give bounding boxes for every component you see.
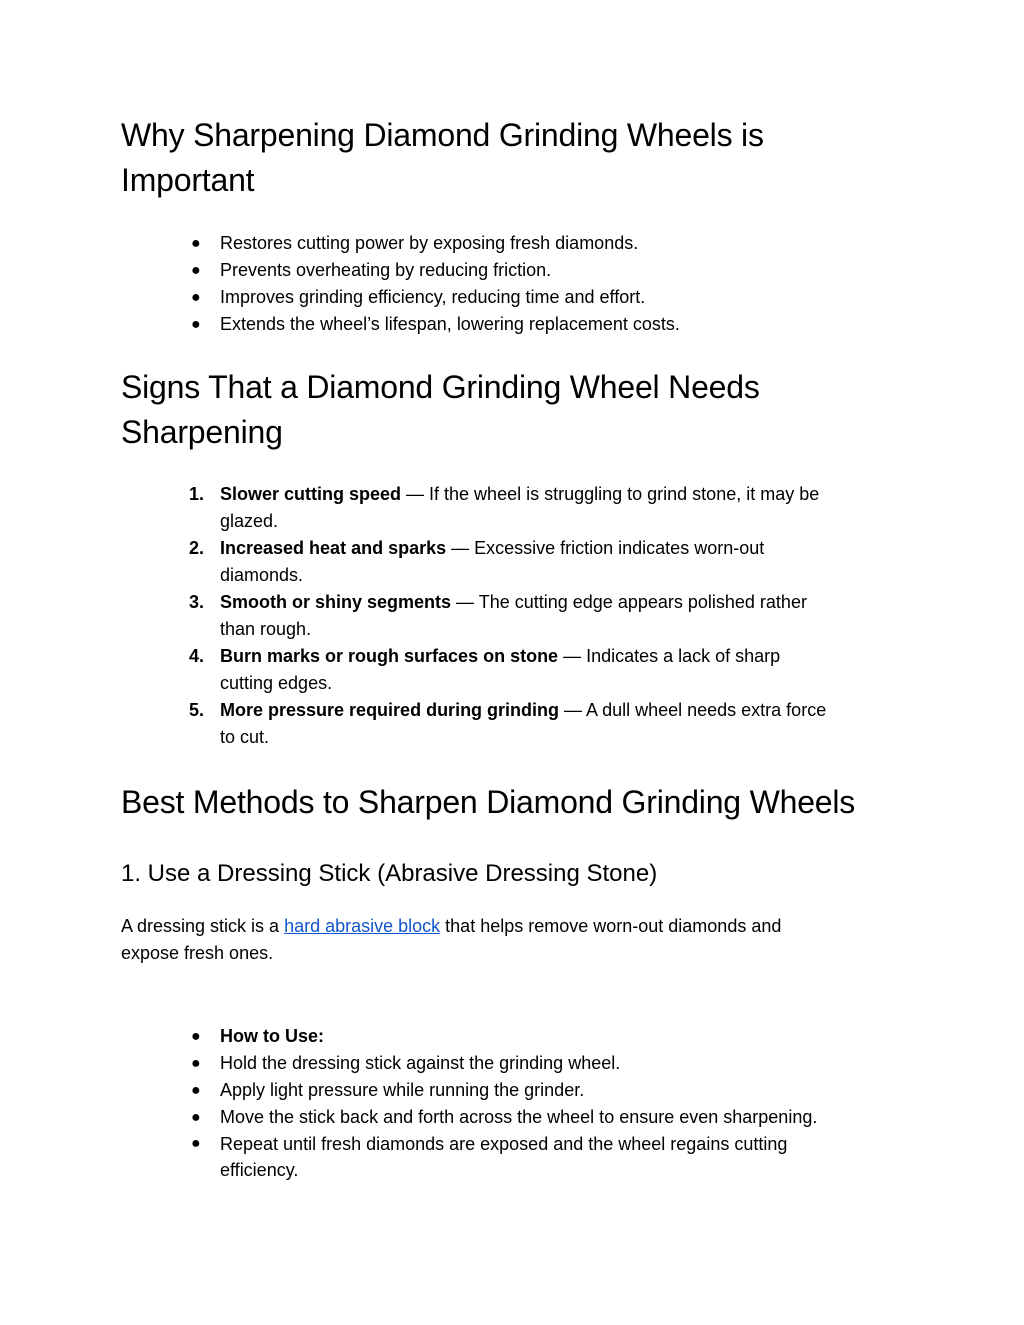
paragraph-text: expose fresh ones. (121, 943, 274, 963)
list-item-text: Repeat until fresh diamonds are exposed and the wheel regains cutting (220, 1134, 788, 1154)
list-item (0, 589, 900, 643)
list-item-number: 2. (189, 538, 205, 558)
list-item-bold: Slower cutting speed (220, 484, 402, 504)
list-item-text: — Excessive friction indicates worn-out (446, 538, 765, 558)
list-item-bold: Smooth or shiny segments (220, 592, 452, 612)
heading-line: Why Sharpening Diamond Grinding Wheels is (121, 117, 764, 153)
list-item-number: 3. (189, 592, 205, 612)
list-item (0, 481, 900, 535)
list-item (0, 1023, 900, 1050)
list-item-text: Apply light pressure while running the grinder. (220, 1080, 585, 1100)
list-item-text: — A dull wheel needs extra force (559, 700, 827, 720)
list-item (0, 643, 900, 697)
heading-line: Important (121, 162, 255, 198)
list-item-text: — Indicates a lack of sharp (558, 646, 781, 666)
section-heading-signs (121, 365, 921, 455)
list-item-number: 1. (189, 484, 205, 504)
list-item (0, 1131, 900, 1183)
subheading-text: 1. Use a Dressing Stick (Abrasive Dressing Stone) (121, 860, 658, 887)
list-item (0, 1050, 900, 1077)
bullet-icon: ● (191, 1135, 201, 1152)
list-item-number: 4. (189, 646, 205, 666)
bullet-icon: ● (191, 1109, 201, 1126)
paragraph-text: A dressing stick is a (121, 916, 285, 936)
list-item-text: than rough. (220, 619, 312, 639)
list-item-bold: More pressure required during grinding (220, 700, 560, 720)
bullet-icon: ● (191, 1082, 201, 1099)
list-item-text: Prevents overheating by reducing friction. (220, 260, 552, 280)
list-item (0, 1077, 900, 1104)
list-item (0, 257, 900, 284)
how-to-use-label: How to Use: (220, 1026, 325, 1046)
heading-line: Best Methods to Sharpen Diamond Grinding Wheels (121, 784, 856, 820)
list-item-bold: Burn marks or rough surfaces on stone (220, 646, 559, 666)
subsection-heading-dressing-stick (121, 859, 921, 889)
list-item-number: 5. (189, 700, 205, 720)
bullet-icon: ● (191, 316, 201, 333)
list-item-text: — If the wheel is struggling to grind stone, it may be (401, 484, 820, 504)
bullet-icon: ● (191, 1028, 201, 1045)
section-heading-why-sharpening (121, 113, 921, 203)
list-item (0, 284, 900, 311)
bullet-icon: ● (191, 262, 201, 279)
list-item-text: Move the stick back and forth across the wheel to ensure even sharpening. (220, 1107, 818, 1127)
list-item-bold: Increased heat and sparks (220, 538, 447, 558)
list-item-text: cutting edges. (220, 673, 333, 693)
list-item-text: diamonds. (220, 565, 304, 585)
list-item-text: to cut. (220, 727, 270, 747)
list-item-text: glazed. (220, 511, 279, 531)
list-item-text: Improves grinding efficiency, reducing time and effort. (220, 287, 646, 307)
list-item-text: Restores cutting power by exposing fresh diamonds. (220, 233, 639, 253)
list-item (0, 697, 900, 751)
list-item-text: — The cutting edge appears polished rather (451, 592, 807, 612)
hard-abrasive-block-link[interactable]: hard abrasive block (284, 916, 441, 936)
heading-line: Sharpening (121, 414, 283, 450)
bullet-icon: ● (191, 289, 201, 306)
section-heading-best-methods (121, 780, 921, 825)
list-item-text: Hold the dressing stick against the grinding wheel. (220, 1053, 621, 1073)
importance-bullet-list (0, 230, 1024, 338)
list-item (0, 311, 900, 338)
heading-line: Signs That a Diamond Grinding Wheel Needs (121, 369, 760, 405)
dressing-stick-paragraph (121, 913, 901, 967)
list-item (0, 1104, 900, 1131)
paragraph-text: that helps remove worn-out diamonds and (440, 916, 782, 936)
list-item (0, 535, 900, 589)
how-to-use-bullet-list (0, 1023, 1024, 1183)
list-item-text: efficiency. (220, 1160, 299, 1180)
bullet-icon: ● (191, 1055, 201, 1072)
list-item-text: Extends the wheel’s lifespan, lowering replacement costs. (220, 314, 680, 334)
signs-numbered-list (0, 481, 1024, 751)
bullet-icon: ● (191, 235, 201, 252)
list-item (0, 230, 900, 257)
